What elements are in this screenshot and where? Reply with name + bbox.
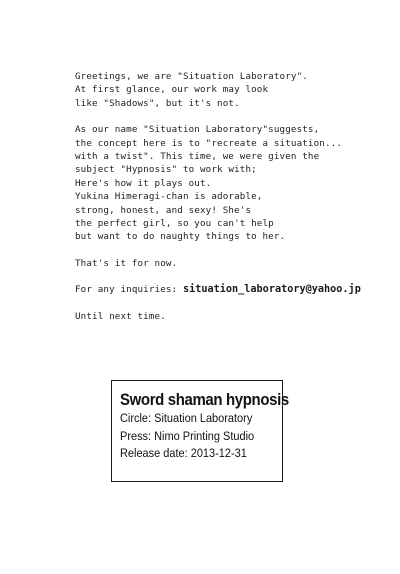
inquiries-paragraph xyxy=(75,283,375,296)
text-line: At first glance, our work may look xyxy=(75,84,269,96)
text-line: the concept here is to "recreate a situation... xyxy=(75,137,343,149)
colophon-press: Press: Nimo Printing Studio xyxy=(120,428,255,443)
colophon-circle: Circle: Situation Laboratory xyxy=(120,411,253,425)
text-line: with a twist". This time, we were given the xyxy=(75,151,320,163)
greeting-paragraph xyxy=(75,70,375,110)
text-line: As our name "Situation Laboratory"suggests, xyxy=(75,124,320,136)
text-line: strong, honest, and sexy! She's xyxy=(75,204,252,216)
signoff-line: Until next time. xyxy=(75,310,166,322)
concept-paragraph xyxy=(75,123,375,244)
contact-email: situation_laboratory@yahoo.jp xyxy=(182,284,361,296)
closing-paragraph xyxy=(75,257,375,270)
text-line: the perfect girl, so you can't help xyxy=(75,218,274,230)
text-line: Yukina Himeragi-chan is adorable, xyxy=(75,191,263,203)
text-line: Greetings, we are "Situation Laboratory". xyxy=(75,71,308,82)
text-line: but want to do naughty things to her. xyxy=(75,231,286,243)
text-line: like "Shadows", but it's not. xyxy=(75,97,240,109)
text-line: Here's how it plays out. xyxy=(75,177,212,189)
closing-line: That's it for now. xyxy=(75,257,178,269)
inquiries-line xyxy=(75,283,375,296)
colophon-box xyxy=(111,380,289,482)
colophon-title: Sword shaman hypnosis xyxy=(120,390,289,409)
colophon-release-date: Release date: 2013-12-31 xyxy=(120,446,247,460)
signoff-paragraph xyxy=(75,310,375,323)
text-line: subject "Hypnosis" to work with; xyxy=(75,164,257,176)
inquiries-label: For any inquiries: xyxy=(75,284,183,296)
afterword-text xyxy=(75,70,375,336)
